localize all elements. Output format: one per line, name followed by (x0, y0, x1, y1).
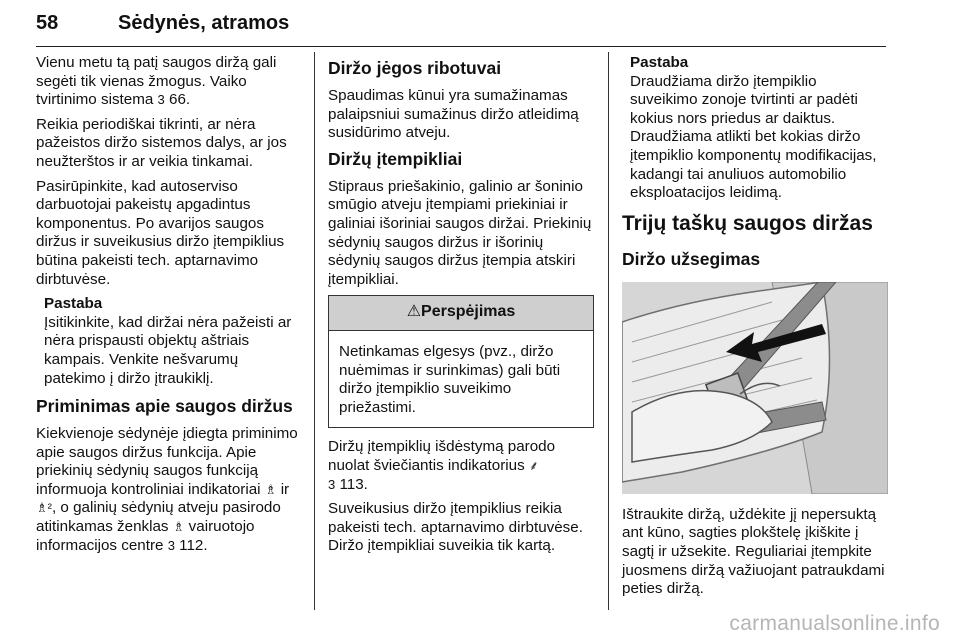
column-2 (328, 54, 594, 562)
page-ref[interactable]: 112. (179, 536, 208, 554)
section-heading: Priminimas apie saugos diržus (36, 396, 293, 417)
warning-box (328, 295, 594, 428)
paragraph-text: , o galinių sėdynių atveju pasirodo atitinkamas ženklas (36, 499, 281, 536)
note-title: Pastaba (44, 295, 103, 313)
paragraph: Reikia periodiškai tikrinti, ar nėra pažeistos diržo sistemos dalys, ar jos neužterštos ir ar veikia tinkamai. (36, 115, 287, 170)
paragraph: Pasirūpinkite, kad autoserviso darbuotojai pakeistų apgadintus komponentus. Po avarijos saugos diržus ir suveikusius diržo įtempiklius būtina pakeisti tech. aptarnavimo dirbtuvėse. (36, 177, 285, 288)
figure-caption: Ištraukite diržą, uždėkite jį nepersuktą ant kūno, sagties plokštelę įkiškite į sagtį ir užsekite. Reguliariai įtempkite juosmens diržą važiuojant patraukdami peties diržą. (622, 505, 885, 598)
paragraph (36, 54, 300, 110)
section-heading: Diržų įtempikliai (328, 148, 463, 169)
page-ref-icon: 3 (167, 537, 175, 553)
seatbelt-illustration (622, 282, 888, 494)
airbag-indicator-icon: ⸙ (528, 457, 539, 473)
paragraph-text: ir (280, 480, 290, 498)
page-ref-icon: 3 (157, 92, 165, 108)
seatbelt-reminder-icon: ♗ (172, 519, 185, 535)
column-divider-2 (608, 52, 609, 610)
note-body: Draudžiama diržo įtempiklio suveikimo zonoje tvirtinti ar padėti kokius nors priedus ar daiktus. Draudžiama atlikti bet kokias diržo įtempiklio komponentų modifikacijas, kadangi tai anuliuos automobilio eksploatacijos leidimą. (630, 72, 877, 202)
page-header (36, 6, 886, 42)
header-rule (36, 46, 886, 47)
paragraph-text: Diržų įtempiklių išdėstymą parodo nuolat šviečiantis indikatorius (328, 438, 556, 474)
note-title: Pastaba (630, 54, 689, 71)
column-1 (36, 54, 300, 561)
paragraph: Stipraus priešakinio, galinio ar šoninio smūgio atveju įtempiami priekiniai ir galiniai išoriniai saugos diržai. Priekinių sėdynių saugos diržus ir išorinių sėdynių saugos diržus įtempia atskiri įtempikliai. (328, 177, 592, 288)
section-heading: Diržo jėgos ribotuvai (328, 58, 502, 78)
paragraph-text: Kiekvienoje sėdynėje įdiegta priminimo apie saugos diržus funkcija. Apie priekinių sėdynių saugos funkciją informuoja kontroliniai indikatoriai (36, 425, 298, 498)
warning-body: Netinkamas elgesys (pvz., diržo nuėmimas ir surinkimas) gali būti diržo įtempiklio suveikimo priežastimi. (339, 342, 561, 416)
note-body: Įsitikinkite, kad diržai nėra pažeisti ar nėra prispausti objektų aštriais kampais. Venkite nešvarumų patekimo į diržo įtraukiklį. (44, 313, 292, 387)
watermark: carmanualsonline.info (729, 612, 940, 635)
section-heading-large: Trijų taškų saugos diržas (622, 211, 873, 235)
seatbelt-reminder-icon: ♗ (264, 481, 277, 497)
paragraph (328, 438, 594, 494)
warning-icon: ⚠ (406, 303, 422, 321)
column-3 (622, 54, 888, 605)
page-ref[interactable]: 113. (339, 475, 368, 493)
page-title: Sėdynės, atramos (118, 12, 290, 34)
note-box (36, 295, 300, 388)
paragraph-text: Vienu metu tą patį saugos diržą gali segėti tik vienas žmogus. Vaiko tvirtinimo sistema (36, 54, 277, 109)
paragraph-text: vairuotojo informacijos centre (36, 518, 255, 554)
warning-header (329, 296, 593, 331)
page-ref-icon: 3 (328, 476, 336, 492)
page-number: 58 (36, 12, 59, 34)
seatbelt-drawing (622, 282, 888, 494)
column-divider-1 (314, 52, 315, 610)
warning-title: Perspėjimas (421, 303, 516, 321)
page-ref[interactable]: 66. (169, 91, 191, 109)
paragraph: Spaudimas kūnui yra sumažinamas palaipsniui sumažinus diržo atleidimą susidūrimo atveju. (328, 87, 579, 142)
note-box (622, 54, 888, 203)
paragraph (36, 425, 300, 555)
sub-heading: Diržo užsegimas (622, 248, 761, 269)
seatbelt-reminder-2-icon: ♗² (36, 500, 52, 516)
paragraph: Suveikusius diržo įtempiklius reikia pakeisti tech. aptarnavimo dirbtuvėse. Diržo įtempikliai suveikia tik kartą. (328, 500, 583, 555)
